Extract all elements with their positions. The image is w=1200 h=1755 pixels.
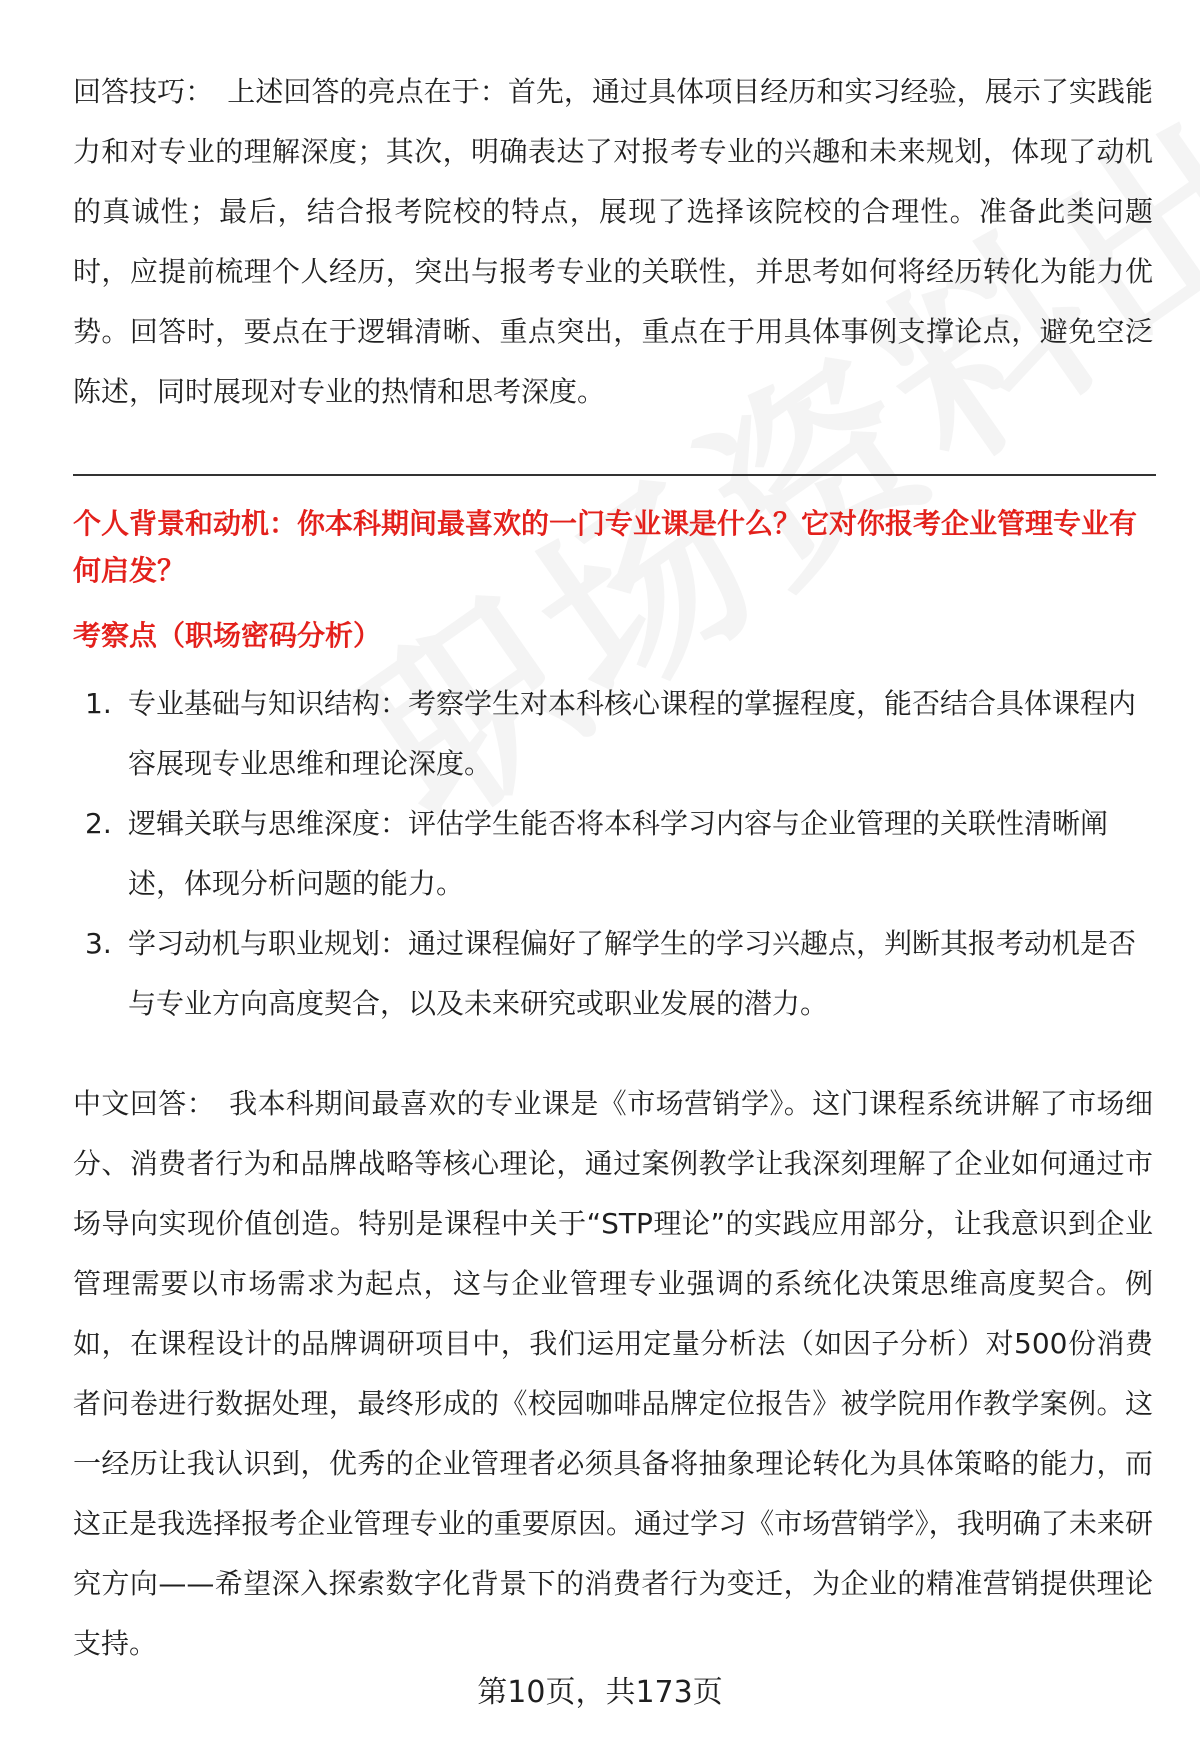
list-item-number: 2. [85,807,112,840]
list-item-number: 1. [85,687,112,720]
assessment-title: 考察点（职场密码分析） [73,619,382,652]
list-item-number: 3. [85,927,112,960]
question-title: 个人背景和动机：你本科期间最喜欢的一门专业课是什么？它对你报考企业管理专业有何启发？ [73,507,1138,587]
tips-paragraph [73,62,1153,422]
assessment-list [73,674,1153,1034]
tips-label: 回答技巧： [73,75,214,108]
document-page [73,62,1153,1674]
list-item-text: 专业基础与知识结构：考察学生对本科核心课程的掌握程度，能否结合具体课程内容展现专业思维和理论深度。 [128,687,1137,780]
answer-label: 中文回答： [73,1087,216,1120]
answer-paragraph [73,1074,1153,1674]
page-number: 第10页，共173页 [477,1675,723,1710]
answer-text: 我本科期间最喜欢的专业课是《市场营销学》。这门课程系统讲解了市场细分、消费者行为和品牌战略等核心理论，通过案例教学让我深刻理解了企业如何通过市场导向实现价值创造。特别是课程中关于“STP理论”的实践应用部分，让我意识到企业管理需要以市场需求为起点，这与企业管理专业强调的系统化决策思维高度契合。例如，在课程设计的品牌调研项目中，我们运用定量分析法（如因子分析）对500份消费者问卷进行数据处理，最终形成的《校园咖啡品牌定位报告》被学院用作教学案例。这一经历让我认识到，优秀的企业管理者必须具备将抽象理论转化为具体策略的能力，而这正是我选择报考企业管理专业的重要原因。通过学习《市场营销学》，我明确了未来研究方向——希望深入探索数字化背景下的消费者行为变迁，为企业的精准营销提供理论支持。 [73,1087,1153,1660]
list-item [73,674,1153,794]
list-item-text: 学习动机与职业规划：通过课程偏好了解学生的学习兴趣点，判断其报考动机是否与专业方向高度契合，以及未来研究或职业发展的潜力。 [128,927,1137,1020]
list-item [73,914,1153,1034]
list-item-text: 逻辑关联与思维深度：评估学生能否将本科学习内容与企业管理的关联性清晰阐述，体现分析问题的能力。 [128,807,1109,900]
section-divider [73,474,1156,476]
list-item [73,794,1153,914]
tips-text: 上述回答的亮点在于：首先，通过具体项目经历和实习经验，展示了实践能力和对专业的理解深度；其次，明确表达了对报考专业的兴趣和未来规划，体现了动机的真诚性；最后，结合报考院校的特点，展现了选择该院校的合理性。准备此类问题时，应提前梳理个人经历，突出与报考专业的关联性，并思考如何将经历转化为能力优势。回答时，要点在于逻辑清晰、重点突出，重点在于用具体事例支撑论点，避免空泛陈述，同时展现对专业的热情和思考深度。 [73,75,1153,408]
